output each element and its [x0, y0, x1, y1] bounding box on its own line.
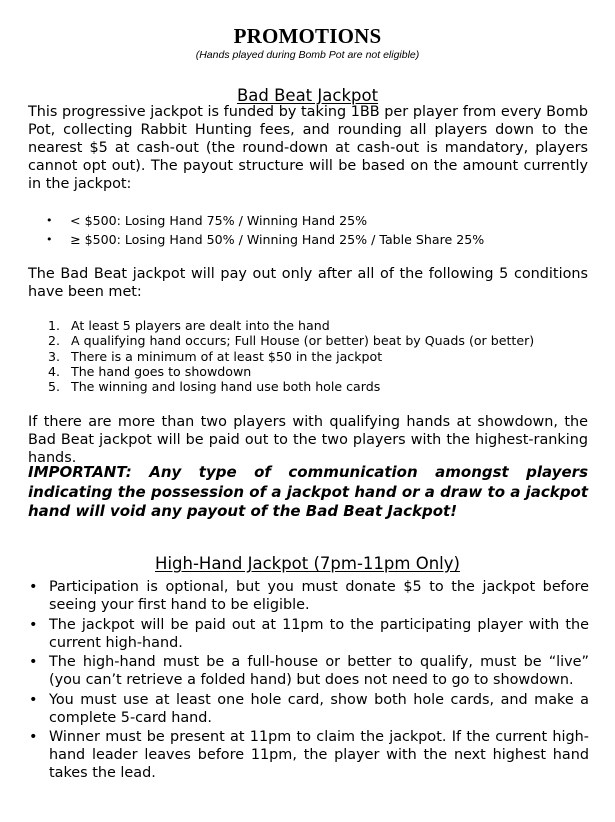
page-subtitle: (Hands played during Bomb Pot are not eligible) — [195, 49, 420, 61]
rule-item — [28, 653, 589, 689]
bullet-icon: • — [46, 214, 53, 227]
condition-item — [48, 349, 588, 364]
condition-item — [48, 379, 588, 394]
rule-text: You must use at least one hole card, show both hole cards, and make a complete 5-card hand. — [49, 691, 589, 726]
important-notice: IMPORTANT: Any type of communication amongst players indicating the possession of a jackpot hand or a draw to a jackpot hand will void any payout of the Bad Beat Jackpot! — [28, 463, 588, 520]
condition-item — [48, 318, 588, 333]
condition-number: 1. — [48, 318, 61, 333]
payout-item — [46, 230, 586, 249]
bad-beat-heading: Bad Beat Jackpot — [236, 86, 379, 105]
condition-text: At least 5 players are dealt into the hand — [71, 318, 330, 333]
high-hand-rules — [28, 578, 589, 784]
rule-item — [28, 691, 589, 727]
conditions-list — [48, 318, 588, 394]
condition-item — [48, 333, 588, 348]
rule-text: Participation is optional, but you must donate $5 to the jackpot before seeing your first hand to be eligible. — [49, 579, 589, 613]
bullet-icon: • — [29, 691, 38, 708]
condition-number: 5. — [48, 379, 61, 395]
bad-beat-intro: This progressive jackpot is funded by taking 1BB per player from every Bomb Pot, collecting Rabbit Hunting fees, and rounding all players down to the nearest $5 at cash-out (the round-down at cash-out is mandatory, players cannot opt out). The payout structure will be based on the amount currently in the jackpot: — [28, 104, 588, 192]
rule-item — [28, 578, 589, 614]
rule-item — [28, 616, 589, 652]
payout-text: $500: Losing Hand 75% / Winning Hand 25% — [84, 213, 368, 228]
rule-item — [28, 728, 589, 782]
bullet-icon: • — [29, 579, 38, 595]
payout-item — [46, 211, 586, 230]
multi-player-rule: If there are more than two players with qualifying hands at showdown, the Bad Beat jackpot will be paid out to the two players with the highest-ranking hands. — [28, 414, 588, 466]
condition-text: There is a minimum of at least $50 in the jackpot — [71, 348, 383, 364]
condition-text: The hand goes to showdown — [71, 363, 252, 379]
conditions-intro: The Bad Beat jackpot will pay out only after all of the following 5 conditions have been met: — [28, 266, 588, 300]
bullet-icon: • — [29, 729, 38, 746]
rule-text: The jackpot will be paid out at 11pm to the participating player with the current high-hand. — [49, 616, 589, 651]
bullet-icon: • — [46, 233, 53, 246]
rule-text: Winner must be present at 11pm to claim the jackpot. If the current high-hand leader leaves before 11pm, the player with the next highest hand takes the lead. — [49, 729, 589, 782]
bullet-icon: • — [29, 616, 38, 633]
bullet-icon: • — [29, 654, 38, 671]
payout-symbol: < — [70, 213, 81, 228]
condition-number: 4. — [48, 363, 61, 379]
condition-number: 3. — [48, 348, 61, 364]
condition-number: 2. — [48, 333, 61, 349]
payout-list — [46, 211, 586, 249]
rule-text: The high-hand must be a full-house or better to qualify, must be “live” (you can’t retrieve a folded hand) but does not need to go to showdown. — [49, 654, 589, 689]
condition-item — [48, 364, 588, 379]
high-hand-heading: High-Hand Jackpot (7pm-11pm Only) — [155, 554, 460, 573]
payout-symbol: ≥ — [70, 232, 81, 247]
condition-text: The winning and losing hand use both hole cards — [71, 379, 381, 395]
page-title: PROMOTIONS — [233, 24, 382, 48]
condition-text: A qualifying hand occurs; Full House (or better) beat by Quads (or better) — [71, 333, 535, 349]
payout-text: $500: Losing Hand 50% / Winning Hand 25% / Table Share 25% — [84, 232, 485, 247]
